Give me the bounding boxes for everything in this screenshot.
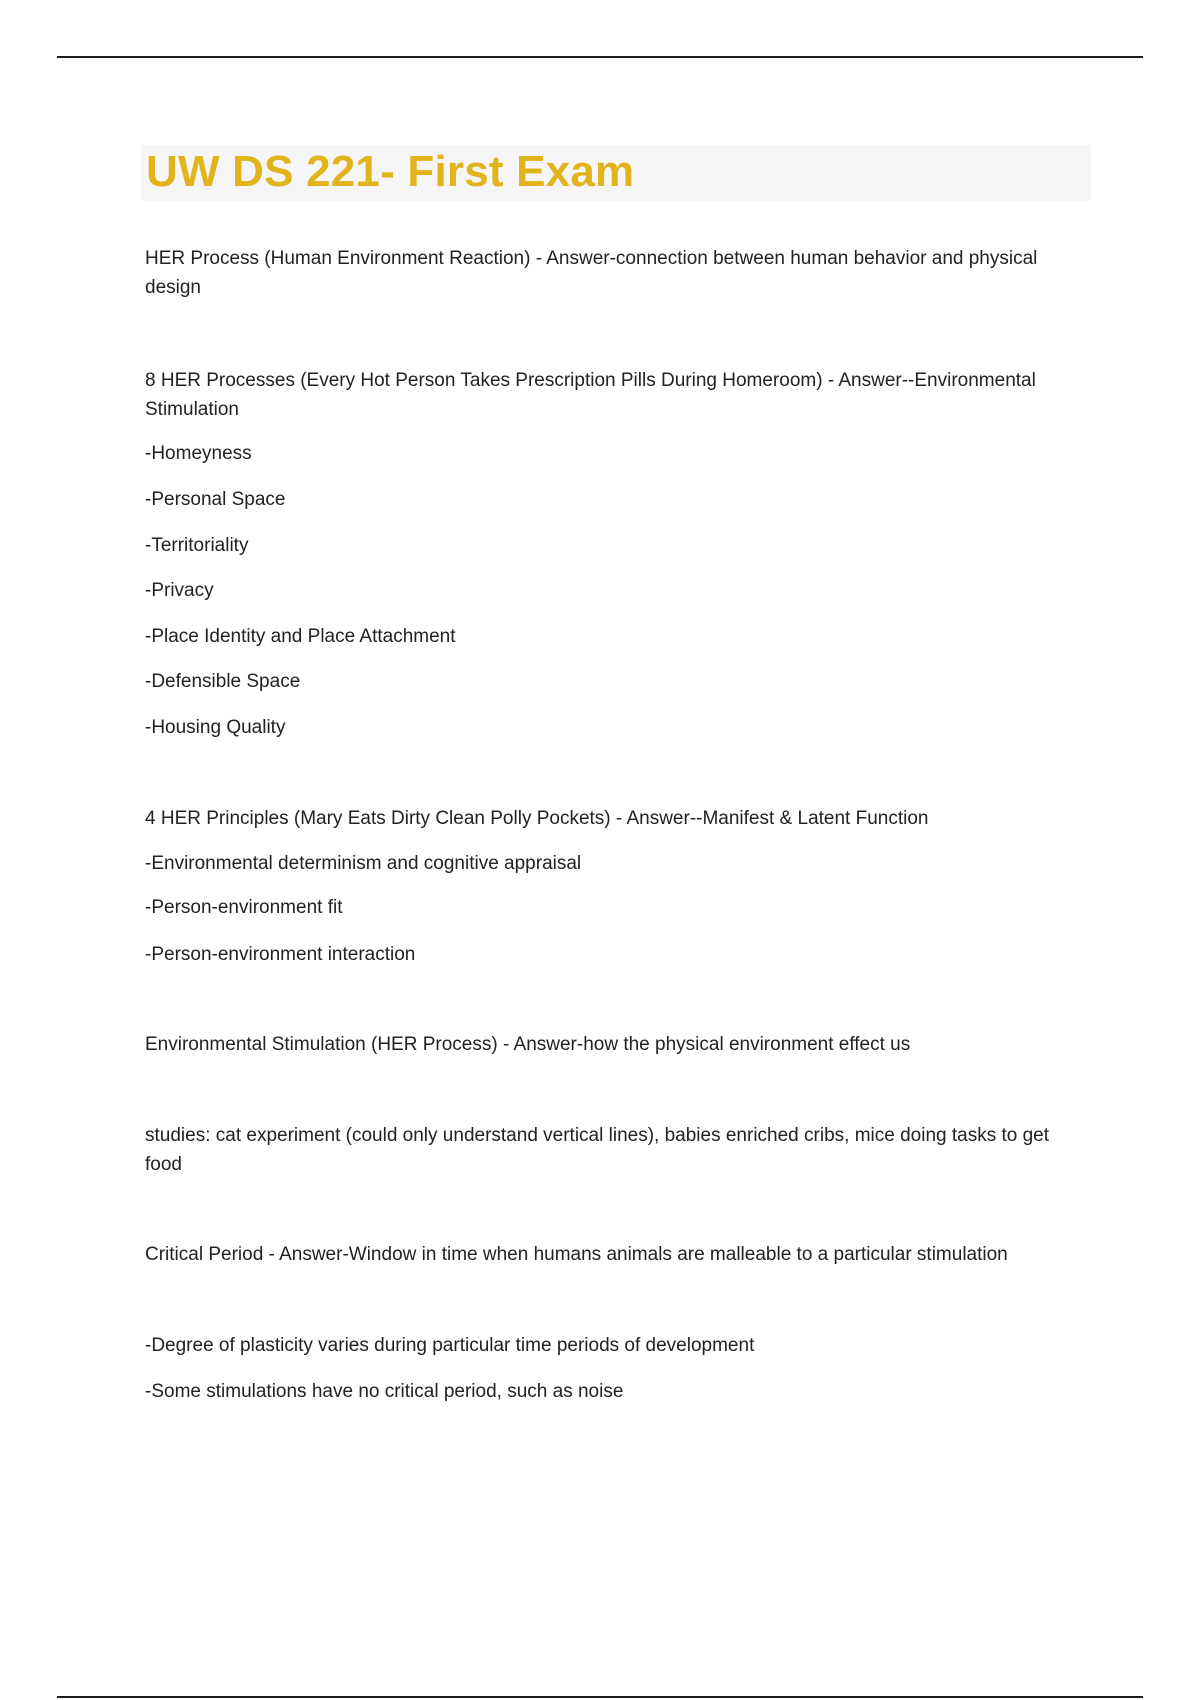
paragraph-8-her-processes: 8 HER Processes (Every Hot Person Takes Prescription Pills During Homeroom) - Answer--Environmental Stimulation bbox=[145, 370, 1036, 420]
list-item-personal-space: -Personal Space bbox=[145, 489, 286, 510]
paragraph-critical-period: Critical Period - Answer-Window in time when humans animals are malleable to a particular stimulation bbox=[145, 1244, 1008, 1265]
list-item-place-identity: -Place Identity and Place Attachment bbox=[145, 626, 456, 647]
paragraph-environmental-stimulation: Environmental Stimulation (HER Process) - Answer-how the physical environment effect us bbox=[145, 1034, 911, 1055]
bottom-rule bbox=[57, 1696, 1143, 1698]
list-item-privacy: -Privacy bbox=[145, 580, 214, 601]
list-item-homeyness: -Homeyness bbox=[145, 443, 252, 464]
paragraph-her-process: HER Process (Human Environment Reaction) - Answer-connection between human behavior and physical design bbox=[145, 248, 1038, 298]
list-item-housing-quality: -Housing Quality bbox=[145, 717, 286, 738]
list-item-no-critical-period: -Some stimulations have no critical period, such as noise bbox=[145, 1381, 624, 1402]
list-item-person-environment-fit: -Person-environment fit bbox=[145, 897, 343, 918]
top-rule bbox=[57, 56, 1143, 58]
list-item-environmental-determinism: -Environmental determinism and cognitive appraisal bbox=[145, 853, 582, 874]
list-item-plasticity: -Degree of plasticity varies during particular time periods of development bbox=[145, 1335, 755, 1356]
list-item-defensible-space: -Defensible Space bbox=[145, 671, 301, 692]
list-item-territoriality: -Territoriality bbox=[145, 535, 249, 556]
document-title: UW DS 221- First Exam bbox=[146, 147, 635, 196]
paragraph-studies: studies: cat experiment (could only understand vertical lines), babies enriched cribs, mice doing tasks to get food bbox=[145, 1125, 1050, 1175]
paragraph-4-her-principles: 4 HER Principles (Mary Eats Dirty Clean Polly Pockets) - Answer--Manifest & Latent Function bbox=[145, 808, 929, 829]
list-item-person-environment-interaction: -Person-environment interaction bbox=[145, 944, 416, 965]
